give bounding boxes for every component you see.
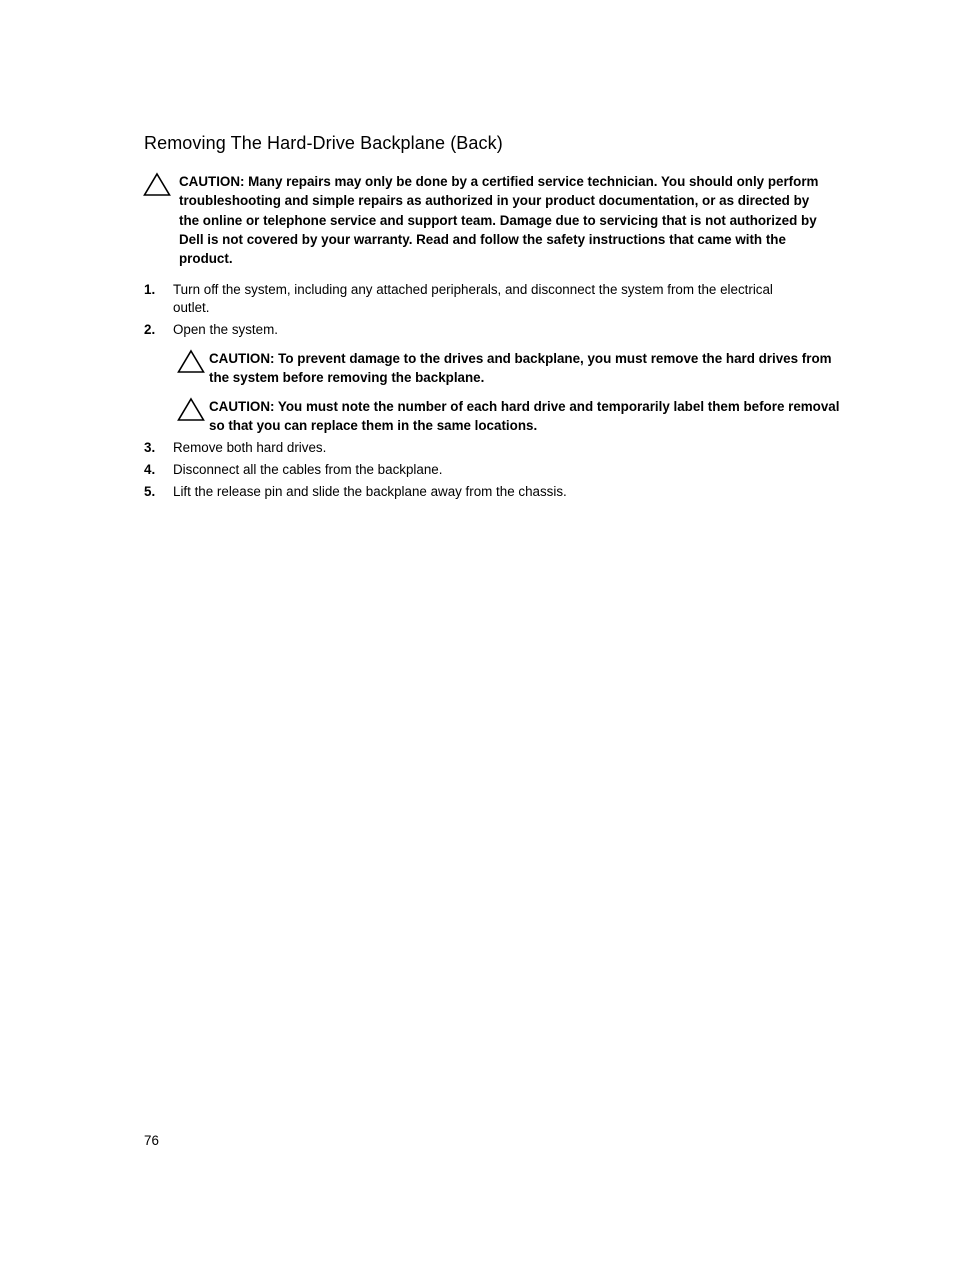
step-item xyxy=(144,461,793,479)
step-text: Disconnect all the cables from the backplane. xyxy=(173,462,443,477)
step-item xyxy=(144,281,793,317)
warning-triangle-icon xyxy=(177,397,205,422)
step-number: 2. xyxy=(144,322,156,337)
page-title: Removing The Hard-Drive Backplane (Back) xyxy=(144,133,503,153)
step-text: Open the system. xyxy=(173,322,278,337)
step-item xyxy=(144,321,793,339)
caution-text: CAUTION: Many repairs may only be done by a certified service technician. You should only perform troubleshooting and simple repairs as authorized in your product documentation, or as directed by the online or telephone service and support team. Damage due to servicing that is not authorized by Dell is not covered by your warranty. Read and follow the safety instructions that came with the product. xyxy=(179,174,819,267)
caution-text: CAUTION: You must note the number of each hard drive and temporarily label them before removal so that you can replace them in the same locations. xyxy=(209,399,840,434)
step-text: Remove both hard drives. xyxy=(173,440,327,455)
page-number: 76 xyxy=(144,1133,159,1148)
caution-note-label-drives xyxy=(177,397,847,436)
caution-text: CAUTION: To prevent damage to the drives and backplane, you must remove the hard drives from the system before removing the backplane. xyxy=(209,351,832,386)
caution-note-drives xyxy=(177,349,847,388)
step-item xyxy=(144,439,793,457)
caution-note-servicing xyxy=(143,172,843,268)
step-text: Turn off the system, including any attached peripherals, and disconnect the system from the electrical outlet. xyxy=(173,282,773,315)
step-number: 1. xyxy=(144,282,156,297)
step-number: 3. xyxy=(144,440,156,455)
warning-triangle-icon xyxy=(177,349,205,374)
step-number: 5. xyxy=(144,484,156,499)
step-number: 4. xyxy=(144,462,156,477)
step-item xyxy=(144,483,793,501)
step-text: Lift the release pin and slide the backplane away from the chassis. xyxy=(173,484,567,499)
warning-triangle-icon xyxy=(143,172,171,197)
